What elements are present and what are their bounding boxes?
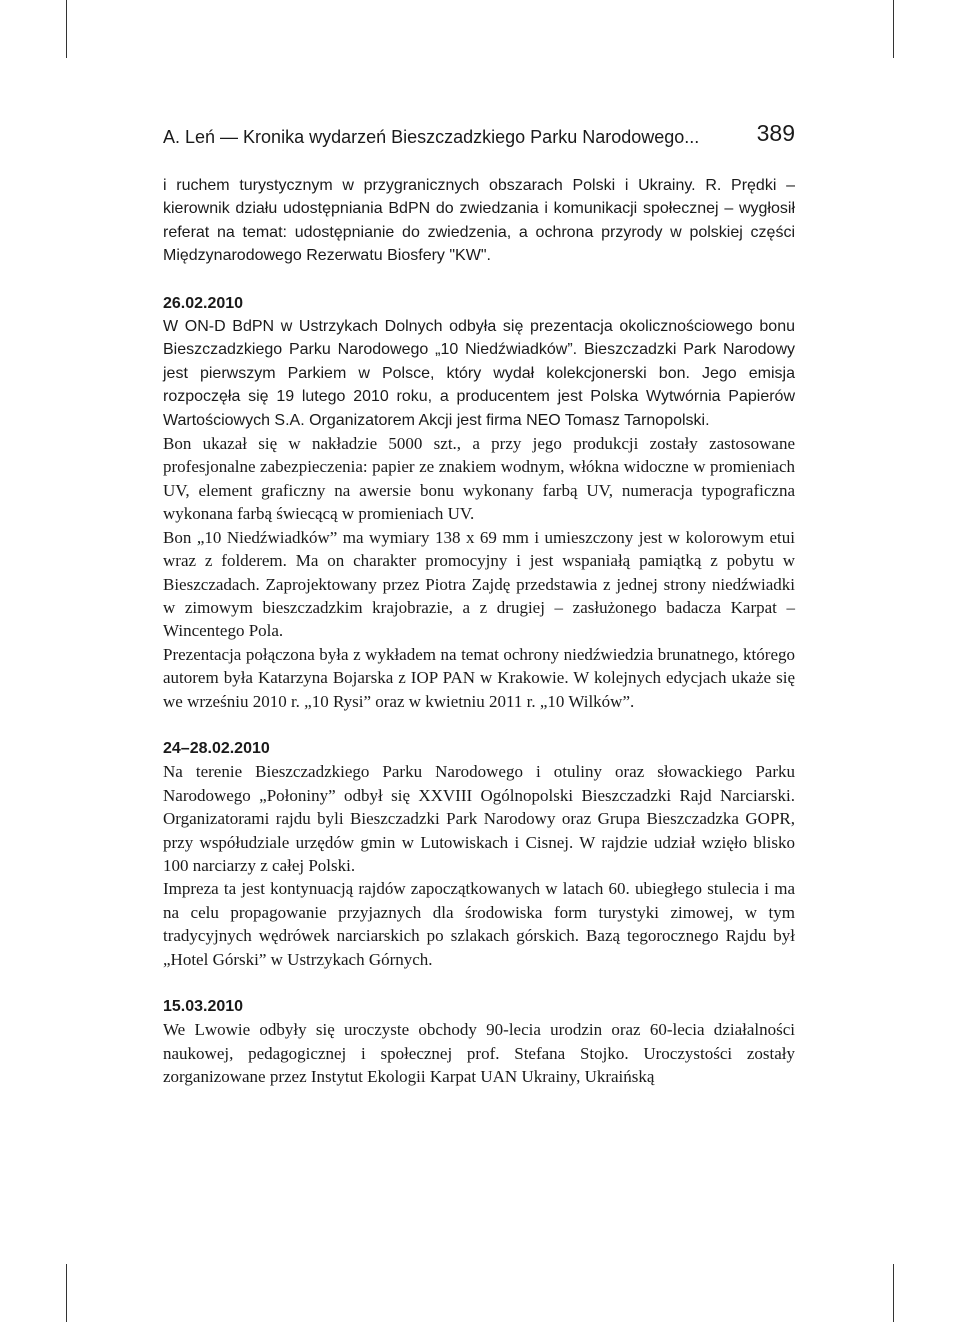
chronicle-entry-1: [163, 292, 795, 713]
chronicle-entry-3: [163, 995, 795, 1089]
entry-paragraph: Na terenie Bieszczadzkiego Parku Narodowego i otuliny oraz słowackiego Parku Narodowego „Połoniny” odbył się XXVIII Ogólnopolski Bieszczadzki Rajd Narciarski. Organizatorami rajdu byli Bieszczadzki Park Narodowy oraz Grupa Bieszczadzka GOPR, przy współudziale urzędów gmin w Lutowiskach i Cisnej. W rajdzie udział wzięło blisko 100 narciarzy z całej Polski.: [163, 762, 795, 875]
page-content: [163, 174, 795, 1089]
entry-paragraph: We Lwowie odbyły się uroczyste obchody 90-lecia urodzin oraz 60-lecia działalności naukowej, pedagogicznej i społecznej prof. Stefana Stojko. Uroczystości zostały zorganizowane przez Instytut Ekologii Karpat UAN Ukrainy, Ukraińską: [163, 1020, 795, 1087]
entry-paragraph: Prezentacja połączona była z wykładem na temat ochrony niedźwiedzia brunatnego, którego autorem była Katarzyna Bojarska z IOP PAN w Krakowie. W kolejnych edycjach ukaże się we wrześniu 2010 r. „10 Rysi” oraz w kwietniu 2011 r. „10 Wilków”.: [163, 644, 795, 711]
entry-date: 15.03.2010: [163, 998, 244, 1015]
crop-mark-top-right: [893, 0, 894, 58]
page-number: 389: [756, 120, 795, 146]
entry-paragraph: Bon „10 Niedźwiadków” ma wymiary 138 x 69 mm i umieszczony jest w kolorowym etui wraz z folderem. Ma on charakter promocyjny i jest wspaniałą pamiątką z pobytu w Bieszczadach. Zaprojektowany przez Piotra Zajdę przedstawia z jednej strony niedźwiadki w zimowym bieszczadzkim krajobrazie, a z drugiej – zasłużonego badacza Karpat – Wincentego Pola.: [163, 527, 795, 641]
chronicle-entry-2: [163, 737, 795, 971]
entry-paragraph: Impreza ta jest kontynuacją rajdów zapoczątkowanych w latach 60. ubiegłego stulecia i ma na celu propagowanie przyjaznych dla środowiska form turystyki zimowej, w tym tradycyjnych wędrówek narciarskich po szlakach górskich. Bazą tegorocznego Rajdu był „Hotel Górski” w Ustrzykach Górnych.: [163, 879, 795, 969]
entry-date: 26.02.2010: [163, 294, 244, 312]
crop-mark-bottom-left: [66, 1264, 67, 1322]
entry-paragraph: Bon ukazał się w nakładzie 5000 szt., a przy jego produkcji zostały zastosowane profesjonalne zabezpieczenia: papier ze znakiem wodnym, włókna widoczne w promieniach UV, element graficzny na awersie bonu wykonany farbą UV, numeracja typograficzna wykonana farbą świecącą w promieniach UV.: [163, 434, 795, 524]
lead-paragraph: i ruchem turystycznym w przygranicznych obszarach Polski i Ukrainy. R. Prędki – kierownik działu udostępniania BdPN do zwiedzania i komunikacji społecznej – wygłosił referat na temat: udostępnianie do zwiedzenia, a ochrona przyrody w polskiej części Międzynarodowego Rezerwatu Biosfery "KW".: [163, 177, 795, 265]
page-header: [163, 118, 795, 158]
running-title: A. Leń — Kronika wydarzeń Bieszczadzkiego Parku Narodowego...: [163, 127, 700, 147]
crop-mark-top-left: [66, 0, 67, 58]
entry-paragraph: W ON-D BdPN w Ustrzykach Dolnych odbyła się prezentacja okolicznościowego bonu Bieszczadzkiego Parku Narodowego „10 Niedźwiadków”. Bieszczadzki Park Narodowy jest pierwszym Parkiem w Polsce, który wydał kolekcjonerski bon. Jego emisja rozpoczęła się 19 lutego 2010 roku, a producentem jest Polska Wytwórnia Papierów Wartościowych S.A. Organizatorem Akcji jest firma NEO Tomasz Tarnopolski.: [163, 318, 795, 429]
entry-date: 24–28.02.2010: [163, 739, 270, 757]
crop-mark-bottom-right: [893, 1264, 894, 1322]
